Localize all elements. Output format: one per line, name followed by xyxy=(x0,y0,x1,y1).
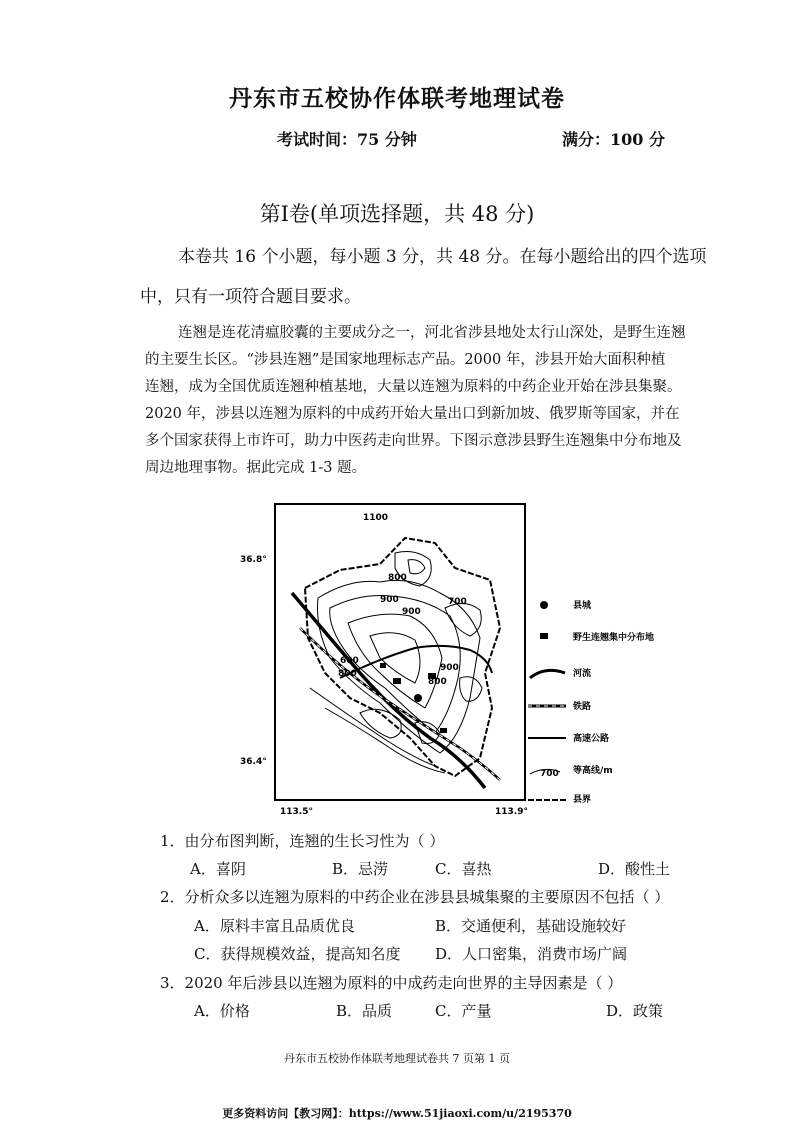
page-footer: 丹东市五校协作体联考地理试卷共 7 页第 1 页 xyxy=(284,1052,510,1065)
passage-line: 连翘，成为全国优质连翘种植基地，大量以连翘为原料的中药企业开始在涉县集聚。 xyxy=(145,379,682,395)
lat-label-bottom: 36.4° xyxy=(240,757,267,767)
passage-line: 2020 年，涉县以连翘为原料的中成药开始大量出口到新加坡、俄罗斯等国家，并在 xyxy=(145,406,680,422)
exam-score: 满分：100 分 xyxy=(562,130,665,149)
lon-label-right: 113.9° xyxy=(495,807,528,817)
question-3-option-c: C．产量 xyxy=(435,1002,492,1020)
question-1-option-c: C．喜热 xyxy=(435,860,492,878)
question-3-option-d: D．政策 xyxy=(606,1002,664,1020)
passage-line: 的主要生长区。“涉县连翘”是国家地理标志产品。2000 年，涉县开始大面积种植 xyxy=(145,352,666,368)
resource-link[interactable]: 更多资料访问【教习网】：https://www.51jiaoxi.com/u/2195370 xyxy=(222,1107,572,1120)
lon-label-left: 113.5° xyxy=(280,807,313,817)
svg-text:900: 900 xyxy=(440,663,459,673)
question-2-option-a: A．原料丰富且品质优良 xyxy=(194,917,355,935)
question-1-option-b: B．忌涝 xyxy=(332,860,389,878)
highway-line xyxy=(340,646,492,678)
section-title: 第Ⅰ卷(单项选择题，共 48 分) xyxy=(259,202,535,226)
svg-text:600: 600 xyxy=(340,656,359,666)
question-2-option-d: D．人口密集，消费市场广阔 xyxy=(435,945,628,963)
county-seat-mark xyxy=(414,694,422,702)
svg-text:900: 900 xyxy=(402,607,421,617)
legend-wild: 野生连翘集中分布地 xyxy=(573,633,655,643)
legend-railway: 铁路 xyxy=(573,702,592,712)
svg-text:900: 900 xyxy=(380,595,399,605)
question-1-stem: 1．由分布图判断，连翘的生长习性为（ ） xyxy=(160,832,445,850)
passage-line: 周边地理事物。据此完成 1-3 题。 xyxy=(145,460,367,476)
question-2-option-b: B．交通便利，基础设施较好 xyxy=(435,917,627,935)
question-3-option-b: B．品质 xyxy=(336,1002,393,1020)
question-3-stem: 3．2020 年后涉县以连翘为原料的中成药走向世界的主导因素是（ ） xyxy=(160,974,623,992)
question-1-option-a: A．喜阴 xyxy=(190,860,246,878)
legend-border: 县界 xyxy=(573,795,592,805)
legend-river-icon xyxy=(530,670,565,678)
svg-text:800: 800 xyxy=(428,677,447,687)
section-intro-line1: 本卷共 16 个小题，每小题 3 分，共 48 分。在每小题给出的四个选项 xyxy=(178,247,707,267)
legend-contour-value: 700 xyxy=(540,769,559,779)
map-legend xyxy=(528,599,654,805)
river-line xyxy=(292,593,485,788)
legend-river: 河流 xyxy=(573,669,592,679)
legend-wild-icon xyxy=(540,633,548,639)
legend-county: 县城 xyxy=(573,601,592,611)
wild-area-mark xyxy=(440,728,447,733)
wild-area-mark xyxy=(380,663,386,668)
question-1-option-d: D．酸性土 xyxy=(598,860,671,878)
passage-line: 连翘是连花清瘟胶囊的主要成分之一，河北省涉县地处太行山深处，是野生连翘 xyxy=(178,325,686,341)
svg-text:1100: 1100 xyxy=(363,513,389,523)
question-2-stem: 2．分析众多以连翘为原料的中药企业在涉县县城集聚的主要原因不包括（ ） xyxy=(160,888,670,906)
svg-text:700: 700 xyxy=(448,597,467,607)
exam-title: 丹东市五校协作体联考地理试卷 xyxy=(229,85,565,112)
legend-county-icon xyxy=(540,601,548,609)
legend-highway: 高速公路 xyxy=(573,734,610,744)
passage-line: 多个国家获得上市许可，助力中医药走向世界。下图示意涉县野生连翘集中分布地及 xyxy=(145,433,682,449)
lat-label-top: 36.8° xyxy=(240,555,267,565)
exam-time: 考试时间：75 分钟 xyxy=(277,130,417,149)
legend-contour: 等高线/m xyxy=(573,766,613,776)
question-2-option-c: C．获得规模效益，提高知名度 xyxy=(194,945,401,963)
shexian-map-figure xyxy=(230,498,700,820)
wild-area-mark xyxy=(393,678,401,684)
svg-text:800: 800 xyxy=(338,669,357,679)
contour-labels xyxy=(338,513,467,687)
section-intro-line2: 中，只有一项符合题目要求。 xyxy=(140,287,361,307)
question-3-option-a: A．价格 xyxy=(194,1002,250,1020)
svg-text:800: 800 xyxy=(388,573,407,583)
